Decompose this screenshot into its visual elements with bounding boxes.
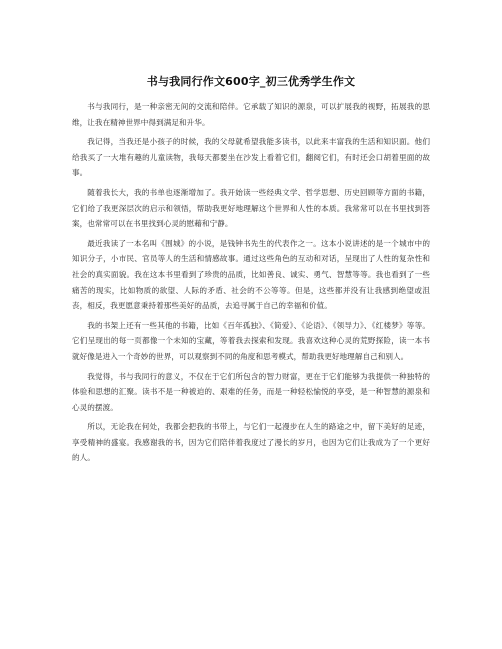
paragraph-7: 所以，无论我在何处，我都会把我的书带上，与它们一起漫步在人生的路途之中，留下美好的足迹，享受精神的盛宴。我感谢我的书，因为它们陪伴着我度过了漫长的岁月，也因为它们让我成为了一个更好的人。 [72,422,430,463]
paragraph-3: 随着我长大，我的书单也逐渐增加了。我开始读一些经典文学、哲学思想、历史回顾等方面的书籍，它们给了我更深层次的启示和领悟，帮助我更好地理解这个世界和人性的本质。我常常可以在书里找到答案，也常常可以在书里找到心灵的慰藉和宁静。 [72,187,430,229]
paragraph-4: 最近我读了一本名叫《围城》的小说，是钱钟书先生的代表作之一。这本小说讲述的是一个城市中的知识分子，小市民、官员等人的生活和情感故事。通过这些角色的互动和对话，呈现出了人性的复杂性和社会的真实面貌。我在这本书里看到了珍贵的品质，比如善良、诚实、勇气、智慧等等。我也看到了一些痛苦的现实，比如物质的欲望、人际的矛盾、社会的不公等等。但是，这些都并没有让我感到绝望或沮丧，相反，我更愿意秉持着那些美好的品质，去追寻属于自己的幸福和价值。 [72,238,430,311]
paragraph-5: 我的书架上还有一些其他的书籍，比如《百年孤独》、《简爱》、《论语》、《领导力》、《红楼梦》等等。它们呈现出的每一页都像一个未知的宝藏，等着我去探索和发现。我喜欢这种心灵的荒野探险，读一本书就好像是进入一个奇妙的世界，可以观察到不同的角度和思考模式，帮助我更好地理解自己和别人。 [72,320,430,361]
paragraph-2: 我记得，当我还是小孩子的时候，我的父母就希望我能多读书，以此来丰富我的生活和知识面。他们给我买了一大堆有趣的儿童读物，我每天都要坐在沙发上看着它们，翻阅它们，有时还会口胡着里面的故事。 [72,137,430,178]
document-page [72,74,430,470]
document-title: 书与我同行作文600字_初三优秀学生作文 [146,75,356,88]
paragraph-1: 书与我同行，是一种亲密无间的交流和陪伴。它承载了知识的源泉，可以扩展我的视野，拓展我的思维，让我在精神世界中得到满足和升华。 [72,102,430,127]
paragraph-6: 我觉得，书与我同行的意义，不仅在于它们所包含的智力财富，更在于它们能够为我提供一种独特的体验和思想的汇聚。读书不是一种被迫的、艰难的任务，而是一种轻松愉悦的享受，是一种智慧的源泉和心灵的摆渡。 [72,371,430,412]
